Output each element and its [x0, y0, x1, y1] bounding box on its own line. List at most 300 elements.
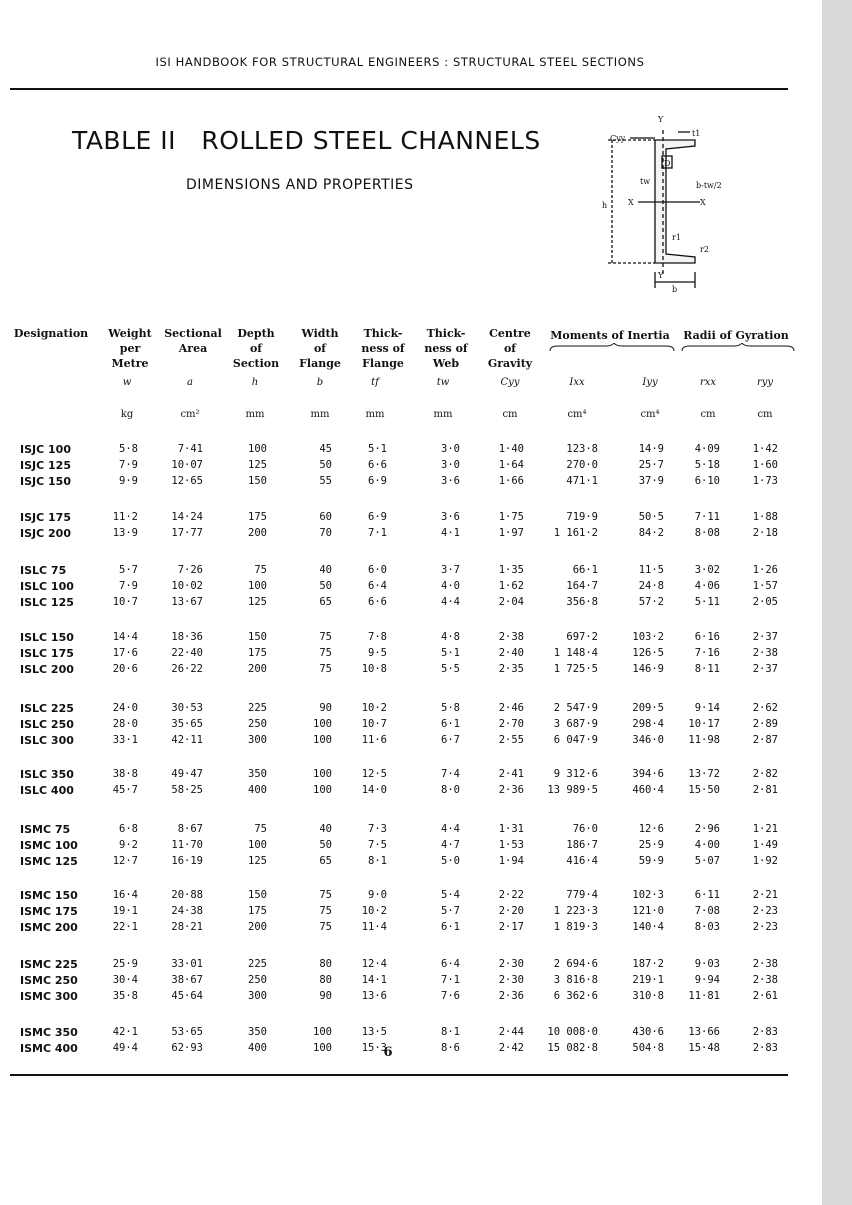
- value-cell: 8·1: [368, 855, 387, 867]
- value-cell: 10·7: [361, 718, 387, 730]
- running-head: ISI HANDBOOK FOR STRUCTURAL ENGINEERS : STRUCTURAL STEEL SECTIONS: [155, 55, 645, 69]
- value-cell: 1·60: [752, 459, 778, 471]
- designation-cell: ISMC 75: [20, 823, 71, 836]
- table-row: [0, 527, 822, 543]
- value-cell: 8·03: [694, 921, 720, 933]
- value-cell: 15·3: [361, 1042, 387, 1054]
- value-cell: 100: [313, 1042, 332, 1054]
- value-cell: 2·96: [694, 823, 720, 835]
- value-cell: 6·4: [441, 958, 460, 970]
- table-row: [0, 734, 822, 750]
- value-cell: 4·7: [441, 839, 460, 851]
- symbol-5: tw: [436, 377, 450, 388]
- value-cell: 20·88: [171, 889, 203, 901]
- value-cell: 6·6: [368, 596, 387, 608]
- value-cell: 200: [248, 663, 267, 675]
- value-cell: 90: [319, 702, 332, 714]
- header-tw-line1: Thick-: [426, 327, 466, 340]
- value-cell: 65: [319, 855, 332, 867]
- value-cell: 75: [319, 647, 332, 659]
- header-web-thickness: [418, 326, 474, 371]
- value-cell: 4·8: [441, 631, 460, 643]
- value-cell: 1·31: [498, 823, 524, 835]
- value-cell: 1·49: [752, 839, 778, 851]
- value-cell: 75: [254, 564, 267, 576]
- value-cell: 6·1: [441, 718, 460, 730]
- value-cell: 209·5: [632, 702, 664, 714]
- table-row: [0, 718, 822, 734]
- value-cell: 76·0: [572, 823, 598, 835]
- designation-cell: ISLC 100: [20, 580, 74, 593]
- value-cell: 25·7: [638, 459, 664, 471]
- value-cell: 4·1: [441, 527, 460, 539]
- value-cell: 2·41: [498, 768, 524, 780]
- designation-cell: ISLC 350: [20, 768, 74, 781]
- value-cell: 12·7: [112, 855, 138, 867]
- header-tw-line2: ness of: [424, 342, 468, 355]
- value-cell: 8·6: [441, 1042, 460, 1054]
- header-cg-line2: of: [503, 342, 517, 355]
- page-number: 6: [383, 1045, 393, 1060]
- value-cell: 300: [248, 734, 267, 746]
- designation-cell: ISJC 200: [20, 527, 71, 540]
- value-cell: 6·6: [368, 459, 387, 471]
- value-cell: 2·23: [752, 905, 778, 917]
- value-cell: 1·92: [752, 855, 778, 867]
- designation-cell: ISLC 225: [20, 702, 74, 715]
- value-cell: 1 148·4: [553, 647, 598, 659]
- value-cell: 5·07: [694, 855, 720, 867]
- header-depth-line3: Section: [232, 357, 280, 370]
- value-cell: 1·21: [752, 823, 778, 835]
- value-cell: 14·1: [361, 974, 387, 986]
- value-cell: 6·10: [694, 475, 720, 487]
- header-width: [292, 326, 348, 371]
- table-row: [0, 855, 822, 871]
- value-cell: 2·89: [752, 718, 778, 730]
- value-cell: 1·40: [498, 443, 524, 455]
- header-tf-line1: Thick-: [363, 327, 403, 340]
- value-cell: 2·30: [498, 974, 524, 986]
- value-cell: 719·9: [566, 511, 598, 523]
- value-cell: 100: [313, 784, 332, 796]
- value-cell: 6 047·9: [553, 734, 598, 746]
- unit-0: kg: [120, 409, 134, 420]
- value-cell: 2·62: [752, 702, 778, 714]
- value-cell: 55: [319, 475, 332, 487]
- value-cell: 4·00: [694, 839, 720, 851]
- diagram-label-r2: r2: [700, 245, 709, 254]
- unit-9: cm: [700, 409, 716, 420]
- header-area: [160, 326, 226, 356]
- unit-7: cm⁴: [567, 409, 587, 420]
- value-cell: 175: [248, 905, 267, 917]
- value-cell: 6·4: [368, 580, 387, 592]
- value-cell: 2·35: [498, 663, 524, 675]
- header-weight-line3: Metre: [111, 357, 149, 370]
- header-cg-line1: Centre: [489, 327, 531, 340]
- value-cell: 100: [313, 1026, 332, 1038]
- designation-cell: ISMC 300: [20, 990, 78, 1003]
- table-row: [0, 889, 822, 905]
- value-cell: 45·64: [171, 990, 203, 1002]
- designation-cell: ISLC 200: [20, 663, 74, 676]
- value-cell: 42·1: [112, 1026, 138, 1038]
- value-cell: 300: [248, 990, 267, 1002]
- designation-cell: ISLC 150: [20, 631, 74, 644]
- value-cell: 140·4: [632, 921, 664, 933]
- value-cell: 30·53: [171, 702, 203, 714]
- symbol-10: ryy: [756, 377, 774, 388]
- header-depth-line1: Depth: [237, 327, 275, 340]
- header-depth-line2: of: [249, 342, 263, 355]
- value-cell: 2·22: [498, 889, 524, 901]
- symbol-3: b: [316, 377, 324, 388]
- designation-cell: ISLC 300: [20, 734, 74, 747]
- value-cell: 8·0: [441, 784, 460, 796]
- value-cell: 14·24: [171, 511, 203, 523]
- value-cell: 90: [319, 990, 332, 1002]
- value-cell: 164·7: [566, 580, 598, 592]
- header-tw-line3: Web: [432, 357, 460, 370]
- value-cell: 2·40: [498, 647, 524, 659]
- value-cell: 3·6: [441, 511, 460, 523]
- value-cell: 9·94: [694, 974, 720, 986]
- diagram-label-y-bottom: Y: [658, 271, 664, 280]
- table-row: [0, 459, 822, 475]
- symbol-4: tf: [371, 377, 379, 388]
- value-cell: 45: [319, 443, 332, 455]
- value-cell: 22·40: [171, 647, 203, 659]
- top-rule: [10, 88, 788, 90]
- value-cell: 2·05: [752, 596, 778, 608]
- value-cell: 3·02: [694, 564, 720, 576]
- value-cell: 504·8: [632, 1042, 664, 1054]
- value-cell: 49·4: [112, 1042, 138, 1054]
- value-cell: 150: [248, 631, 267, 643]
- value-cell: 100: [248, 580, 267, 592]
- value-cell: 1·97: [498, 527, 524, 539]
- value-cell: 779·4: [566, 889, 598, 901]
- value-cell: 10·7: [112, 596, 138, 608]
- value-cell: 37·9: [638, 475, 664, 487]
- value-cell: 1 223·3: [553, 905, 598, 917]
- value-cell: 5·7: [119, 564, 138, 576]
- value-cell: 7·11: [694, 511, 720, 523]
- value-cell: 4·09: [694, 443, 720, 455]
- designation-cell: ISMC 400: [20, 1042, 78, 1055]
- symbol-0: w: [122, 377, 132, 388]
- designation-cell: ISJC 150: [20, 475, 71, 488]
- value-cell: 2·37: [752, 663, 778, 675]
- diagram-label-cyy: Cyy: [610, 134, 626, 143]
- value-cell: 270·0: [566, 459, 598, 471]
- table-row: [0, 647, 822, 663]
- value-cell: 5·1: [368, 443, 387, 455]
- value-cell: 11·4: [361, 921, 387, 933]
- value-cell: 2·42: [498, 1042, 524, 1054]
- value-cell: 7·26: [177, 564, 203, 576]
- value-cell: 394·6: [632, 768, 664, 780]
- header-centre-gravity: [480, 326, 540, 371]
- value-cell: 14·0: [361, 784, 387, 796]
- value-cell: 10·02: [171, 580, 203, 592]
- value-cell: 59·9: [638, 855, 664, 867]
- value-cell: 13·9: [112, 527, 138, 539]
- value-cell: 2·18: [752, 527, 778, 539]
- value-cell: 8·67: [177, 823, 203, 835]
- designation-cell: ISMC 350: [20, 1026, 78, 1039]
- value-cell: 1·57: [752, 580, 778, 592]
- header-area-line1: Sectional: [164, 327, 222, 340]
- value-cell: 20·6: [112, 663, 138, 675]
- table-row: [0, 702, 822, 718]
- value-cell: 3·6: [441, 475, 460, 487]
- value-cell: 75: [254, 823, 267, 835]
- value-cell: 2·37: [752, 631, 778, 643]
- value-cell: 2·61: [752, 990, 778, 1002]
- value-cell: 4·06: [694, 580, 720, 592]
- value-cell: 1·75: [498, 511, 524, 523]
- value-cell: 7·5: [368, 839, 387, 851]
- value-cell: 150: [248, 889, 267, 901]
- designation-cell: ISLC 400: [20, 784, 74, 797]
- header-width-line3: Flange: [299, 357, 341, 370]
- value-cell: 3·0: [441, 443, 460, 455]
- diagram-label-b-tw-2: b-tw/2: [696, 181, 722, 190]
- value-cell: 11·2: [112, 511, 138, 523]
- value-cell: 7·41: [177, 443, 203, 455]
- value-cell: 17·6: [112, 647, 138, 659]
- value-cell: 50: [319, 459, 332, 471]
- value-cell: 346·0: [632, 734, 664, 746]
- designation-cell: ISMC 100: [20, 839, 78, 852]
- value-cell: 65: [319, 596, 332, 608]
- value-cell: 1·64: [498, 459, 524, 471]
- value-cell: 50: [319, 839, 332, 851]
- table-row: [0, 443, 822, 459]
- value-cell: 35·8: [112, 990, 138, 1002]
- value-cell: 12·6: [638, 823, 664, 835]
- value-cell: 7·3: [368, 823, 387, 835]
- value-cell: 1 819·3: [553, 921, 598, 933]
- value-cell: 16·19: [171, 855, 203, 867]
- value-cell: 3 816·8: [553, 974, 598, 986]
- value-cell: 16·4: [112, 889, 138, 901]
- diagram-label-tw: tw: [640, 177, 651, 186]
- value-cell: 2·55: [498, 734, 524, 746]
- table-row: [0, 564, 822, 580]
- value-cell: 150: [248, 475, 267, 487]
- header-flange-thickness: [355, 326, 411, 371]
- table-row: [0, 511, 822, 527]
- table-row: [0, 768, 822, 784]
- unit-8: cm⁴: [640, 409, 660, 420]
- value-cell: 8·1: [441, 1026, 460, 1038]
- value-cell: 57·2: [638, 596, 664, 608]
- value-cell: 1·94: [498, 855, 524, 867]
- value-cell: 7·8: [368, 631, 387, 643]
- value-cell: 100: [313, 768, 332, 780]
- value-cell: 11·70: [171, 839, 203, 851]
- value-cell: 1·35: [498, 564, 524, 576]
- value-cell: 356·8: [566, 596, 598, 608]
- value-cell: 60: [319, 511, 332, 523]
- value-cell: 416·4: [566, 855, 598, 867]
- value-cell: 10·2: [361, 905, 387, 917]
- unit-4: mm: [365, 409, 385, 420]
- value-cell: 4·4: [441, 823, 460, 835]
- value-cell: 200: [248, 921, 267, 933]
- value-cell: 6·9: [368, 511, 387, 523]
- value-cell: 18·36: [171, 631, 203, 643]
- value-cell: 125: [248, 855, 267, 867]
- value-cell: 2·87: [752, 734, 778, 746]
- header-radii-of-gyration: Radii of Gyration: [683, 329, 789, 342]
- diagram-label-r1: r1: [672, 233, 681, 242]
- value-cell: 24·0: [112, 702, 138, 714]
- value-cell: 15·50: [688, 784, 720, 796]
- value-cell: 28·21: [171, 921, 203, 933]
- designation-cell: ISJC 175: [20, 511, 71, 524]
- value-cell: 22·1: [112, 921, 138, 933]
- channel-section-diagram: [600, 112, 730, 302]
- value-cell: 2·38: [752, 958, 778, 970]
- value-cell: 5·8: [441, 702, 460, 714]
- value-cell: 146·9: [632, 663, 664, 675]
- value-cell: 2·04: [498, 596, 524, 608]
- value-cell: 9·9: [119, 475, 138, 487]
- table-row: [0, 784, 822, 800]
- value-cell: 11·98: [688, 734, 720, 746]
- value-cell: 298·4: [632, 718, 664, 730]
- value-cell: 53·65: [171, 1026, 203, 1038]
- value-cell: 2·38: [498, 631, 524, 643]
- diagram-label-h: h: [602, 201, 608, 210]
- designation-cell: ISMC 200: [20, 921, 78, 934]
- value-cell: 100: [313, 718, 332, 730]
- table-row: [0, 631, 822, 647]
- value-cell: 11·6: [361, 734, 387, 746]
- value-cell: 2·30: [498, 958, 524, 970]
- value-cell: 2·21: [752, 889, 778, 901]
- value-cell: 24·8: [638, 580, 664, 592]
- value-cell: 8·08: [694, 527, 720, 539]
- header-area-line2: Area: [178, 342, 208, 355]
- value-cell: 25·9: [638, 839, 664, 851]
- unit-6: cm: [502, 409, 518, 420]
- value-cell: 84·2: [638, 527, 664, 539]
- value-cell: 17·77: [171, 527, 203, 539]
- value-cell: 2·38: [752, 647, 778, 659]
- table-row: [0, 905, 822, 921]
- value-cell: 2·36: [498, 784, 524, 796]
- value-cell: 5·7: [441, 905, 460, 917]
- value-cell: 2·44: [498, 1026, 524, 1038]
- value-cell: 1·53: [498, 839, 524, 851]
- designation-cell: ISMC 150: [20, 889, 78, 902]
- value-cell: 80: [319, 974, 332, 986]
- symbol-2: h: [251, 377, 259, 388]
- value-cell: 4·0: [441, 580, 460, 592]
- value-cell: 310·8: [632, 990, 664, 1002]
- value-cell: 5·1: [441, 647, 460, 659]
- designation-cell: ISMC 225: [20, 958, 78, 971]
- table-row: [0, 921, 822, 937]
- value-cell: 10·17: [688, 718, 720, 730]
- value-cell: 7·9: [119, 459, 138, 471]
- value-cell: 2·23: [752, 921, 778, 933]
- table-row: [0, 974, 822, 990]
- value-cell: 75: [319, 921, 332, 933]
- value-cell: 103·2: [632, 631, 664, 643]
- value-cell: 2·46: [498, 702, 524, 714]
- value-cell: 62·93: [171, 1042, 203, 1054]
- designation-cell: ISJC 125: [20, 459, 71, 472]
- value-cell: 1 161·2: [553, 527, 598, 539]
- value-cell: 6·16: [694, 631, 720, 643]
- value-cell: 9·5: [368, 647, 387, 659]
- value-cell: 66·1: [572, 564, 598, 576]
- header-width-line1: Width: [301, 327, 339, 340]
- value-cell: 7·6: [441, 990, 460, 1002]
- value-cell: 19·1: [112, 905, 138, 917]
- value-cell: 10·07: [171, 459, 203, 471]
- unit-10: cm: [757, 409, 773, 420]
- value-cell: 1·73: [752, 475, 778, 487]
- table-row: [0, 663, 822, 679]
- value-cell: 13·6: [361, 990, 387, 1002]
- designation-cell: ISJC 100: [20, 443, 71, 456]
- designation-cell: ISMC 250: [20, 974, 78, 987]
- value-cell: 38·8: [112, 768, 138, 780]
- value-cell: 9·03: [694, 958, 720, 970]
- value-cell: 13·67: [171, 596, 203, 608]
- value-cell: 75: [319, 889, 332, 901]
- value-cell: 7·9: [119, 580, 138, 592]
- value-cell: 187·2: [632, 958, 664, 970]
- header-weight: [100, 326, 160, 371]
- value-cell: 24·38: [171, 905, 203, 917]
- designation-cell: ISLC 250: [20, 718, 74, 731]
- value-cell: 2·36: [498, 990, 524, 1002]
- diagram-label-b: b: [672, 285, 678, 294]
- value-cell: 5·18: [694, 459, 720, 471]
- value-cell: 6·7: [441, 734, 460, 746]
- value-cell: 3·7: [441, 564, 460, 576]
- symbol-6: Cyy: [500, 377, 520, 388]
- value-cell: 697·2: [566, 631, 598, 643]
- value-cell: 471·1: [566, 475, 598, 487]
- value-cell: 8·11: [694, 663, 720, 675]
- value-cell: 175: [248, 511, 267, 523]
- value-cell: 28·0: [112, 718, 138, 730]
- diagram-label-y-top: Y: [658, 115, 664, 124]
- table-row: [0, 823, 822, 839]
- value-cell: 10 008·0: [547, 1026, 598, 1038]
- value-cell: 250: [248, 718, 267, 730]
- value-cell: 5·5: [441, 663, 460, 675]
- value-cell: 80: [319, 958, 332, 970]
- diagram-label-x-left: X: [628, 198, 634, 207]
- value-cell: 12·4: [361, 958, 387, 970]
- table-row: [0, 958, 822, 974]
- value-cell: 33·1: [112, 734, 138, 746]
- value-cell: 219·1: [632, 974, 664, 986]
- diagram-label-t1: t1: [692, 129, 701, 138]
- value-cell: 125: [248, 596, 267, 608]
- value-cell: 38·67: [171, 974, 203, 986]
